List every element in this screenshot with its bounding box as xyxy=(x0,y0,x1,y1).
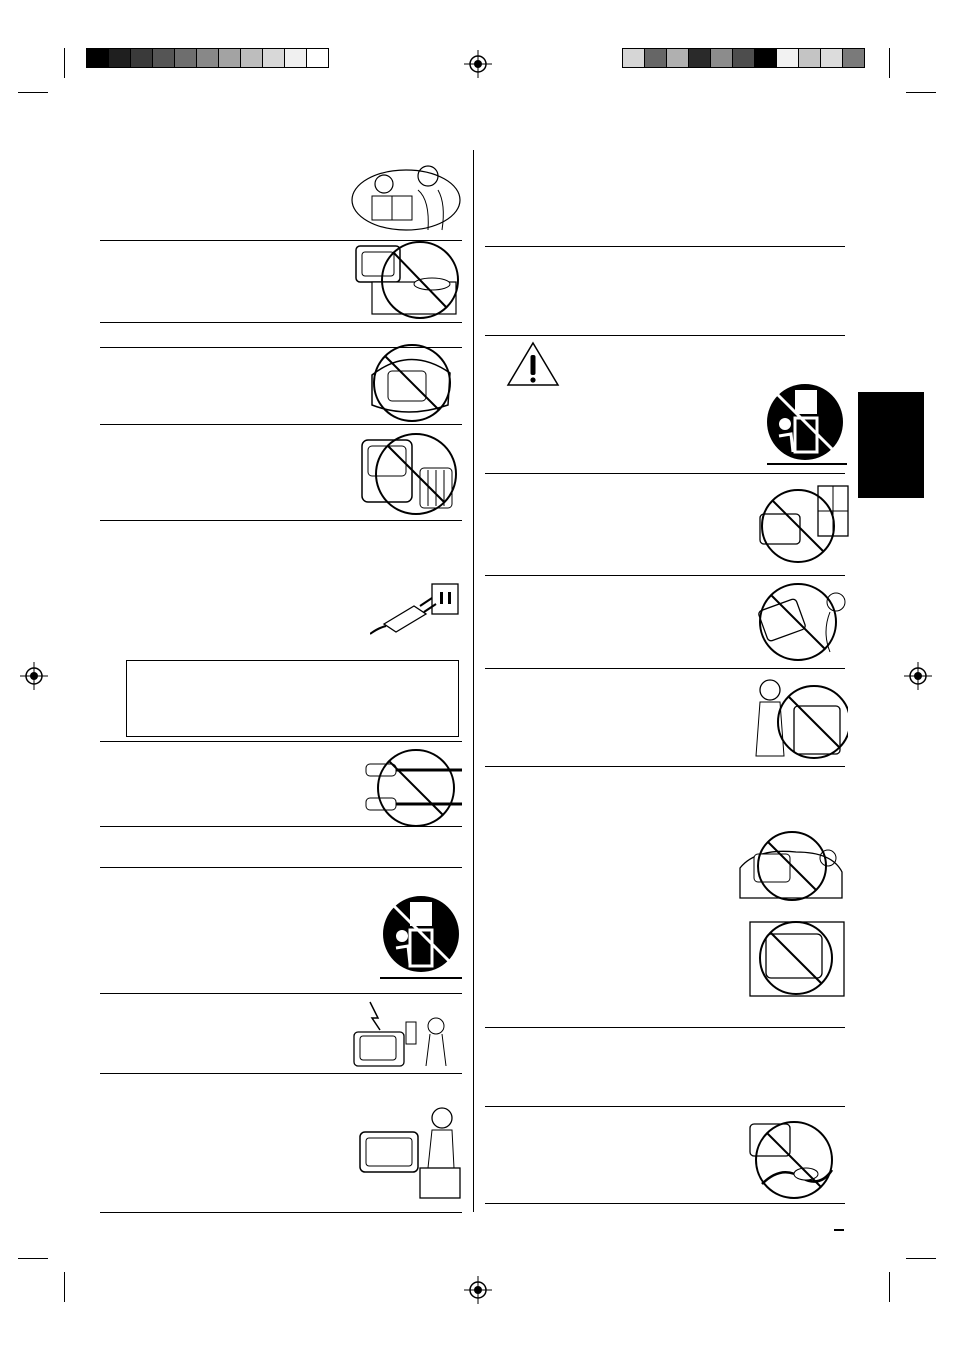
separator xyxy=(100,322,462,323)
separator xyxy=(485,1027,845,1028)
color-swatch xyxy=(86,48,109,68)
color-swatch xyxy=(776,48,799,68)
warning-triangle-icon xyxy=(506,341,560,387)
no-liquid-spill-illustration xyxy=(750,676,848,762)
color-swatch xyxy=(108,48,131,68)
no-cart-tipping-illustration xyxy=(763,380,847,466)
separator xyxy=(100,424,462,425)
color-swatch xyxy=(754,48,777,68)
no-unstable-surface-illustration xyxy=(752,580,854,664)
servicing-illustration xyxy=(356,1104,462,1200)
crop-mark-tl-v xyxy=(64,48,65,78)
crop-mark-tr-v xyxy=(889,48,890,78)
color-swatch xyxy=(196,48,219,68)
column-divider xyxy=(473,150,474,1212)
separator xyxy=(100,1212,462,1213)
no-cover-vents-illustration xyxy=(358,335,462,423)
color-swatch xyxy=(284,48,307,68)
color-swatch xyxy=(644,48,667,68)
no-block-openings-bed-illustration xyxy=(736,828,846,904)
damaged-cord-illustration xyxy=(362,746,462,830)
separator xyxy=(485,668,845,669)
lightning-storm-illustration xyxy=(350,996,462,1070)
separator xyxy=(485,1106,845,1107)
crop-mark-tr-h xyxy=(906,92,936,93)
separator xyxy=(485,335,845,336)
crop-mark-br-h xyxy=(906,1258,936,1259)
color-swatch xyxy=(732,48,755,68)
separator xyxy=(100,993,462,994)
no-cart-tipping-illustration xyxy=(380,892,462,980)
crop-mark-br-v xyxy=(889,1272,890,1302)
no-direct-sunlight-illustration xyxy=(752,484,850,568)
color-swatch xyxy=(820,48,843,68)
crop-mark-bl-v xyxy=(64,1272,65,1302)
registration-mark-icon xyxy=(464,50,492,78)
color-swatch xyxy=(842,48,865,68)
color-swatch xyxy=(240,48,263,68)
no-heat-source-illustration xyxy=(360,428,462,518)
no-water-tv-illustration xyxy=(352,240,462,320)
note-box xyxy=(126,660,459,737)
color-swatch xyxy=(622,48,645,68)
separator xyxy=(485,1203,845,1204)
color-swatch xyxy=(262,48,285,68)
color-swatch xyxy=(688,48,711,68)
color-swatch xyxy=(218,48,241,68)
separator xyxy=(485,766,845,767)
crop-mark-tl-h xyxy=(18,92,48,93)
separator xyxy=(485,473,845,474)
color-swatch xyxy=(130,48,153,68)
separator xyxy=(100,741,462,742)
no-step-on-cord-illustration xyxy=(742,1114,848,1200)
reading-manual-illustration xyxy=(350,160,462,232)
crop-mark-bl-h xyxy=(18,1258,48,1259)
color-swatch xyxy=(152,48,175,68)
separator xyxy=(100,520,462,521)
color-swatch xyxy=(666,48,689,68)
registration-mark-icon xyxy=(904,662,932,690)
registration-mark-icon xyxy=(464,1276,492,1304)
separator xyxy=(100,1073,462,1074)
color-swatch xyxy=(710,48,733,68)
separator xyxy=(100,867,462,868)
registration-mark-icon xyxy=(20,662,48,690)
color-swatch xyxy=(306,48,329,68)
separator xyxy=(485,575,845,576)
polarized-plug-illustration xyxy=(370,580,462,638)
color-swatch xyxy=(174,48,197,68)
page-number-dash xyxy=(834,1229,844,1231)
no-built-in-enclosure-illustration xyxy=(748,914,846,1000)
language-tab xyxy=(858,392,924,498)
color-swatch xyxy=(798,48,821,68)
separator xyxy=(485,246,845,247)
